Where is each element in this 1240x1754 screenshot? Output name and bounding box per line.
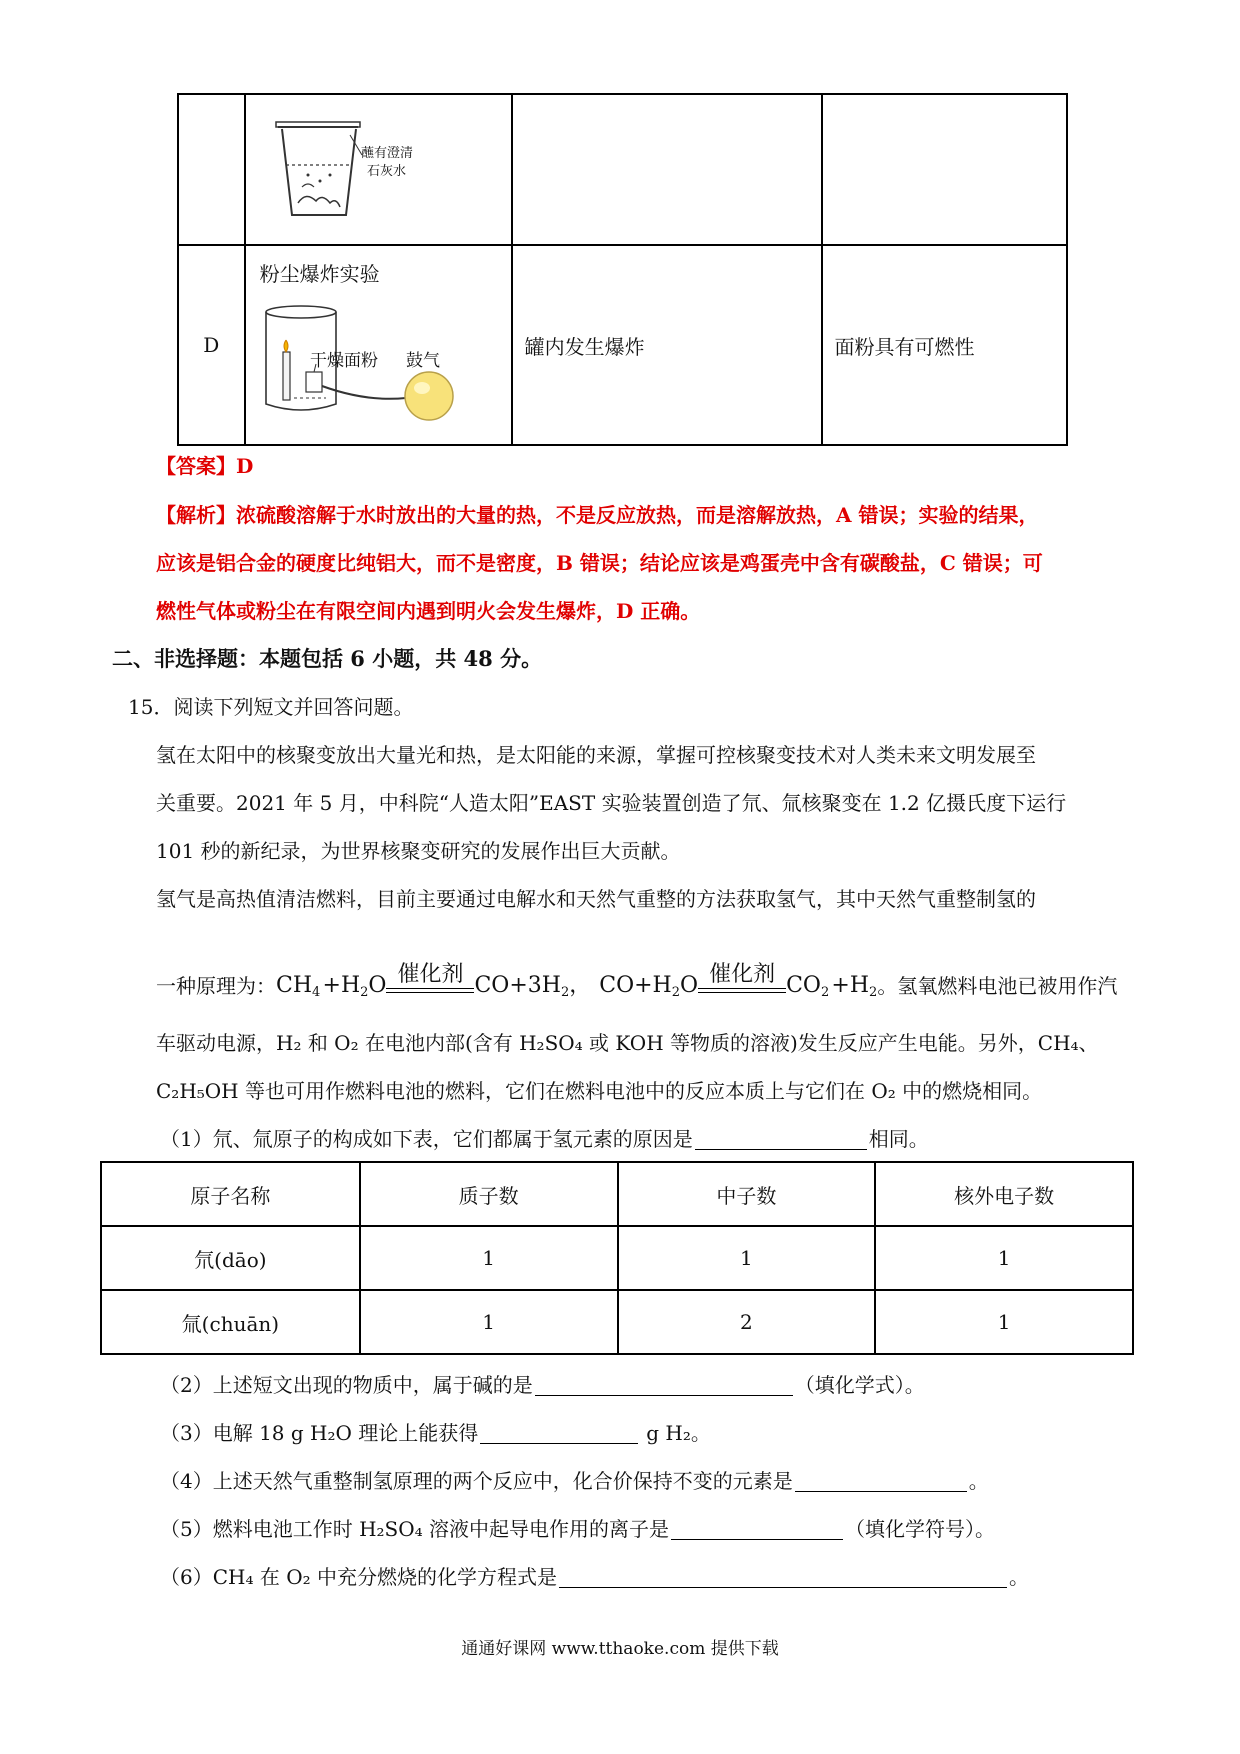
beaker-illustration [246,95,506,243]
subquestion-6 [160,1563,1029,1591]
proton-cell: 1 [360,1226,618,1290]
beaker-caption-line1: 蘸有澄清 [360,145,413,160]
dust-explosion-apparatus [246,302,510,442]
subquestion-6-text: （6）CH₄ 在 O₂ 中充分燃烧的化学方程式是 [160,1565,557,1589]
row-c-figure-cell [245,94,512,245]
analysis-line-1 [156,501,1038,529]
analysis-line-3: 燃性气体或粉尘在有限空间内遇到明火会发生爆炸，D 正确。 [156,599,701,623]
atom-name-cell: 氘(dāo) [101,1226,360,1290]
header-neutrons: 中子数 [618,1162,876,1226]
subquestion-4-text: （4）上述天然气重整制氢原理的两个反应中，化合价保持不变的元素是 [160,1469,793,1493]
analysis-text-1: 浓硫酸溶解于水时放出的大量的热，不是反应放热，而是溶解放热，A 错误；实验的结果， [236,503,1039,527]
row-d-phenomenon: 罐内发生爆炸 [512,245,822,445]
answer-blank-3[interactable] [480,1421,638,1444]
subquestion-3-tail: g H₂。 [646,1421,711,1445]
answer-line [156,452,253,480]
para2-line4: C₂H₅OH 等也可用作燃料电池的燃料，它们在燃料电池中的反应本质上与它们在 O₂ 中的燃烧相同。 [156,1079,1043,1103]
experiment-table [177,93,1068,446]
answer-blank-2[interactable] [535,1373,793,1396]
equation-prefix: 一种原理为： [156,974,276,998]
subquestion-2-tail: （填化学式）。 [794,1373,925,1397]
equation-1-reactants: $CH_4$ $+H_2O$ [276,973,387,1000]
neutron-cell: 2 [618,1290,876,1354]
electron-cell: 1 [875,1226,1133,1290]
section-heading: 二、非选择题：本题包括 6 小题，共 48 分。 [112,646,543,671]
answer-blank-5[interactable] [671,1517,843,1540]
subquestion-2 [160,1371,925,1399]
equation-line [156,936,1117,1000]
atom-name-cell: 氚(chuān) [101,1290,360,1354]
blow-label: 鼓气 [405,351,440,370]
equation-2-reactants: $CO+H_2O$ [599,973,699,1000]
para2-line3: 车驱动电源，H₂ 和 O₂ 在电池内部(含有 H₂SO₄ 或 KOH 等物质的溶液)发生反应产生电能。另外，CH₄、 [156,1031,1099,1055]
row-c-label-cell [178,94,245,245]
question-stem: 15．阅读下列短文并回答问题。 [128,695,414,719]
row-d-experiment-title: 粉尘爆炸实验 [259,262,380,286]
catalyst-label-2: 催化剂 [709,962,776,987]
page-footer: 通通好课网 www.tthaoke.com 提供下载 [461,1639,779,1659]
subquestion-4-tail: 。 [968,1469,989,1493]
equation-1-products: $CO+3H_2$， [474,973,592,1000]
proton-cell: 1 [360,1290,618,1354]
answer-blank-4[interactable] [795,1469,967,1492]
subquestion-3-text: （3）电解 18 g H₂O 理论上能获得 [160,1421,479,1445]
beaker-caption-line2: 石灰水 [366,163,406,178]
header-protons: 质子数 [360,1162,618,1226]
subquestion-2-text: （2）上述短文出现的物质中，属于碱的是 [160,1373,533,1397]
equation-1-arrow [386,963,474,1000]
row-c-phenomenon-cell [512,94,822,245]
answer-blank-6[interactable] [559,1565,1007,1588]
analysis-line-2: 应该是铝合金的硬度比纯铝大，而不是密度，B 错误；结论应该是鸡蛋壳中含有碳酸盐，C 错误；可 [156,551,1043,575]
row-d-label: D [178,245,245,445]
subquestion-3 [160,1419,711,1447]
answer-blank-1[interactable] [695,1127,867,1150]
subquestion-5 [160,1515,995,1543]
equation-2-arrow [698,963,786,1000]
flour-label: 干燥面粉 [309,351,378,370]
header-atom-name: 原子名称 [101,1162,360,1226]
analysis-tag: 【解析】 [156,503,236,527]
subquestion-1 [160,1125,929,1153]
para1-line3: 101 秒的新纪录，为世界核聚变研究的发展作出巨大贡献。 [156,839,681,863]
atom-composition-table [100,1161,1134,1355]
row-d-conclusion: 面粉具有可燃性 [822,245,1067,445]
subquestion-1-text: （1）氘、氚原子的构成如下表，它们都属于氢元素的原因是 [160,1127,693,1151]
subquestion-6-tail: 。 [1008,1565,1029,1589]
subquestion-5-text: （5）燃料电池工作时 H₂SO₄ 溶液中起导电作用的离子是 [160,1517,670,1541]
row-d-figure-cell [245,245,512,445]
subquestion-5-tail: （填化学符号）。 [845,1517,996,1541]
equation-2-products: $CO_2$ $+H_2$ [786,973,878,1000]
header-electrons: 核外电子数 [875,1162,1133,1226]
para2-line1: 氢气是高热值清洁燃料，目前主要通过电解水和天然气重整的方法获取氢气，其中天然气重整制氢的 [156,887,1036,911]
para1-line1: 氢在太阳中的核聚变放出大量光和热，是太阳能的来源，掌握可控核聚变技术对人类未来文明发展至 [156,743,1036,767]
table-row [101,1290,1133,1354]
subquestion-4 [160,1467,989,1495]
row-c-conclusion-cell [822,94,1067,245]
answer-value: D [236,454,254,478]
neutron-cell: 1 [618,1226,876,1290]
para1-line2: 关重要。2021 年 5 月，中科院“人造太阳”EAST 实验装置创造了氘、氚核聚变在 1.2 亿摄氏度下运行 [156,791,1067,815]
equation-suffix: 。氢氧燃料电池已被用作汽 [877,974,1118,998]
electron-cell: 1 [875,1290,1133,1354]
catalyst-label-1: 催化剂 [397,962,464,987]
subquestion-1-tail: 相同。 [868,1127,929,1151]
answer-tag: 【答案】 [156,454,236,478]
table-row [101,1226,1133,1290]
